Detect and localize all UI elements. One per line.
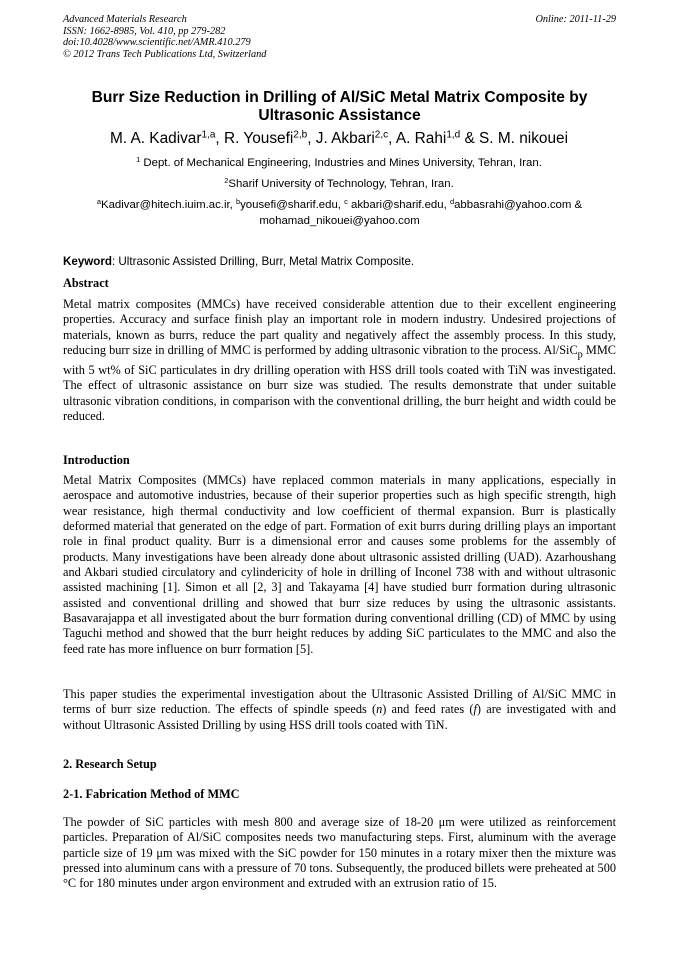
symbol-f: f [473, 702, 477, 717]
journal-name: Advanced Materials Research [63, 14, 187, 25]
introduction-paragraph-1: Metal Matrix Composites (MMCs) have replaced common materials in many applications, especially in aerospace and automotive industries, because of their superior properties such as high specific strength, high wear resistance, high thermal conductivity and low coefficient of thermal expansion. Burr is plastically deformed material that generated on the edge of part. Formation of exit burrs during drilling plays an important role in final product quality. Burr is a dimensional error and causes some problems for the assembly of products. Many investigations have been already done about ultrasonic assisted drilling (UAD). Azarhoushang and Akbari studied circulatory and cylindericity of hole in drilling of Inconel 738 with and without ultrasonic assisted machining [1]. Simon et all [2, 3] and Takayama [4] have studied burr formation during ultrasonic assisted and conventional drilling and showed that burr size reduces by using the ultrasonic assistants. Basavarajappa et all investigated about the burr formation during conventional drilling (CD) of MMC by using Taguchi method and showed that the burr height reduces by adding SiC particulates to the MMC and also the feed rate has more influence on burr formation [5]. [63, 473, 616, 656]
journal-meta [63, 14, 616, 60]
abstract-text [63, 297, 616, 424]
journal-header [63, 14, 616, 60]
online-date: Online: 2011-11-29 [535, 14, 616, 25]
email-mark: d [449, 196, 455, 206]
intro-text: ) and feed rates ( [382, 702, 474, 717]
abstract-part: Metal matrix composites (MMCs) have received considerable attention due to their excellent engineering properties. Accuracy and surface finish play an important role in modern industry. Undesired projections of materials, known as burrs, reduce the part quality and negatively affect the assembly process. In this study, reducing burr size in drilling of MMC is performed by adding ultrasonic vibration to the process. Al/SiC [63, 297, 616, 358]
keyword-text: : Ultrasonic Assisted Drilling, Burr, Metal Matrix Composite. [111, 255, 415, 268]
author-separator: & [460, 130, 480, 147]
fabrication-heading: 2-1. Fabrication Method of MMC [63, 787, 240, 801]
intro-text: ) are investigated with and without Ultrasonic Assisted Drilling by using HSS drill tools coated with TiN. [63, 702, 616, 732]
email-address: abbasrahi@yahoo.com & [454, 199, 583, 211]
journal-doi: doi:10.4028/www.scientific.net/AMR.410.279 [63, 37, 251, 49]
keyword-label: Keyword [63, 255, 112, 268]
author-separator: , [388, 130, 396, 147]
email-address: akbari@sharif.edu, [347, 199, 450, 211]
email-mark: c [344, 196, 348, 206]
abstract-part: MMC with 5 wt% of SiC particulates in dry drilling operation with HSS drill tools coated with TiN was investigated. The effect of ultrasonic assistance on burr size was studied. The results demonstrate that under suitable ultrasonic vibration conditions, in comparison with the conventional drilling, the burr height and width could be reduced. [63, 343, 616, 423]
affiliation-mark: 1 [136, 154, 141, 164]
author-name: J. Akbari [315, 130, 375, 147]
introduction-heading: Introduction [63, 453, 130, 467]
paper-title: Burr Size Reduction in Drilling of Al/SiC Metal Matrix Composite by Ultrasonic Assistance [91, 89, 588, 124]
affiliation-2 [40, 177, 638, 192]
abstract-heading: Abstract [63, 276, 109, 290]
email-mark: b [235, 196, 241, 206]
author-separator: , [307, 130, 316, 147]
author-emails [63, 198, 616, 229]
author-affiliation-mark: 1,d [446, 129, 461, 141]
author-name: A. Rahi [395, 130, 447, 147]
author-separator: , [215, 130, 224, 147]
symbol-n: n [376, 702, 383, 717]
author-affiliation-mark: 1,a [201, 129, 216, 141]
affiliation-mark: 2 [224, 175, 229, 185]
author-affiliation-mark: 2,c [374, 129, 389, 141]
author-name: M. A. Kadivar [109, 130, 202, 147]
affiliation-1 [40, 156, 638, 171]
author-affiliation-mark: 2,b [293, 129, 308, 141]
journal-copyright: © 2012 Trans Tech Publications Ltd, Switzerland [63, 48, 267, 60]
author-name: R. Yousefi [223, 130, 294, 147]
email-address: yousefi@sharif.edu, [240, 199, 345, 211]
author-name: S. M. nikouei [479, 130, 569, 147]
journal-issn: ISSN: 1662-8985, Vol. 410, pp 279-282 [63, 25, 226, 37]
affiliation-text: Dept. of Mechanical Engineering, Industries and Mines University, Tehran, Iran. [140, 157, 542, 169]
affiliation-text: Sharif University of Technology, Tehran, Iran. [228, 178, 454, 190]
introduction-paragraph-2 [63, 687, 616, 733]
author-list [40, 129, 638, 149]
email-address: Kadivar@hitech.iuim.ac.ir, [100, 199, 236, 211]
email-mark: a [96, 196, 101, 206]
keywords [63, 255, 616, 269]
email-address: mohamad_nikouei@yahoo.com [259, 214, 420, 227]
abstract-subscript: p [577, 349, 583, 361]
intro-text: This paper studies the experimental investigation about the Ultrasonic Assisted Drilling of Al/SiC MMC in terms of burr size reduction. The effects of spindle speeds ( [63, 687, 616, 717]
fabrication-paragraph: The powder of SiC particles with mesh 800 and average size of 18-20 μm were utilized as reinforcement particles. Preparation of Al/SiC composites needs two manufacturing steps. First, aluminum with the average particle size of 19 μm was mixed with the SiC powder for 150 minutes in a rotary mixer then the mixture was pressed into aluminum cans with a pressure of 70 tons. Subsequently, the produced billets were preheated at 500 °C for 180 minutes under argon environment and extruded with an extrusion ratio of 15. [63, 815, 616, 891]
research-setup-heading: 2. Research Setup [63, 757, 157, 771]
